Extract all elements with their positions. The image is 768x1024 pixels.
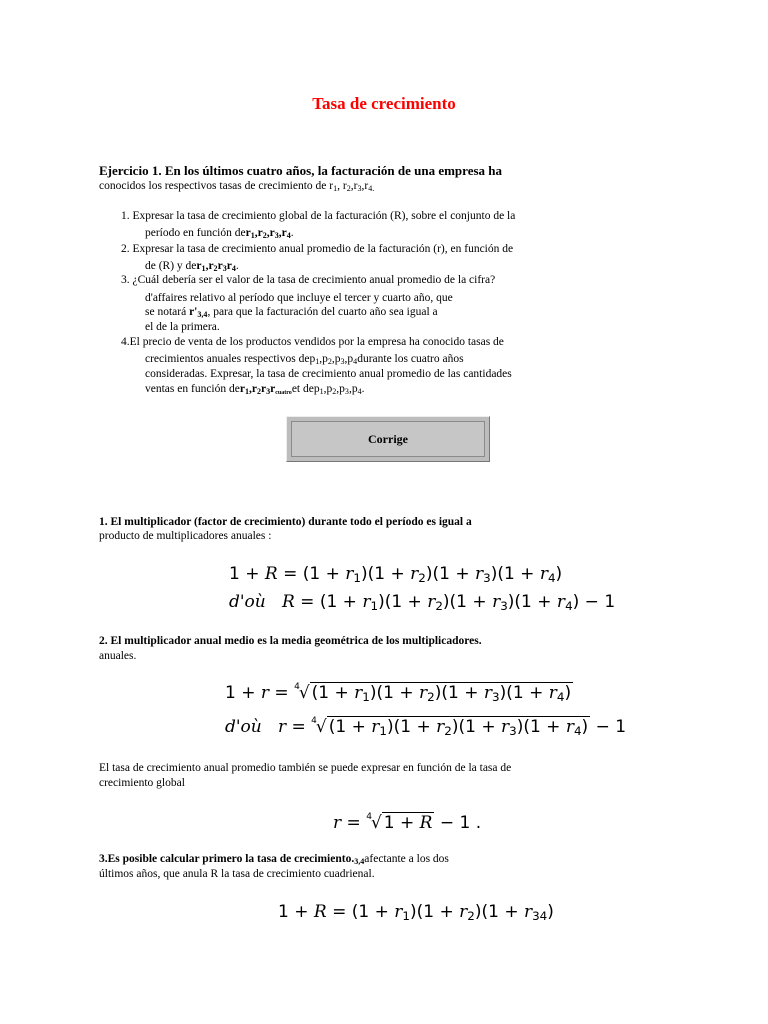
section-2-text-2: crecimiento global <box>99 777 185 789</box>
item-2-line-2: de (R) y $der_1,r_2r_3r_4$. <box>145 260 239 273</box>
item-3-line-4: el de la primera. <box>145 321 220 333</box>
item-1-line-1: 1. Expresar la tasa de crecimiento global de la facturación (R), sobre el conjunto de la <box>121 210 516 222</box>
section-3-heading: 3.Es posible calcular primero la tasa de $crecimiento._{3,4}afectante$ a los dos <box>99 853 449 866</box>
section-1-heading: 1. El multiplicador (factor de crecimiento) durante todo el período es igual a <box>99 516 472 528</box>
item-2-line-1: 2. Expresar la tasa de crecimiento anual promedio de la facturación (r), en función de <box>121 243 514 255</box>
section-1-sub: producto de multiplicadores anuales : <box>99 530 272 542</box>
section-2-heading: 2. El multiplicador anual medio es la media geométrica de los multiplicadores. <box>99 635 482 647</box>
formula-2a: 1 + r = $^4$√ $(1 + r_1)(1 + r_2)(1 + r_3)(1 + r_4)$ <box>225 682 572 704</box>
corrige-button[interactable]: Corrige <box>291 421 485 457</box>
item-3-line-3: se notará $r'_{3,4}$, para que la facturación del cuarto año sea igual a <box>145 306 438 319</box>
item-4-line-4: ventas en función $der_1,r_2r_3r_{cuatro}et$ $dep_1,p_2,p_3,p_4$. <box>145 383 365 396</box>
section-2-sub: anuales. <box>99 650 137 662</box>
formula-2b: d'où r = $^4$√ $(1 + r_1)(1 + r_2)(1 + r_3)(1 + r_4) - 1$ <box>225 716 627 738</box>
formula-2c: r = $^4$√ 1 + R − 1 . <box>333 812 482 833</box>
formula-3: $1 + R = (1 + r_1)(1 + r_2)(1 + r_{34})$ <box>278 902 554 923</box>
section-3-sub: últimos años, que anula R la tasa de crecimiento cuadrienal. <box>99 868 375 880</box>
corrige-button-frame <box>286 416 490 462</box>
item-4-line-3: consideradas. Expresar, la tasa de crecimiento anual promedio de las cantidades <box>145 368 512 380</box>
section-2-text-1: El tasa de crecimiento anual promedio también se puede expresar en función de la tasa de <box>99 762 512 774</box>
exercise-subline: conocidos los respectivos tasas de crecimiento de $r_1$, $r_2,r_3,r_{4.}$ <box>99 180 375 193</box>
formula-1a: $1 + R = (1 + r_1)(1 + r_2)(1 + r_3)(1 + r_4)$ <box>229 564 563 585</box>
formula-1b: d'où $R = (1 + r_1)(1 + r_2)(1 + r_3)(1 + r_4) - 1$ <box>229 592 616 613</box>
item-4-line-1: 4.El precio de venta de los productos vendidos por la empresa ha conocido tasas de <box>121 336 504 348</box>
item-3-line-2: d'affaires relativo al período que incluye el tercer y cuarto año, que <box>145 292 453 304</box>
item-4-line-2: crecimientos anuales respectivos $dep_1,p_2,p_3,p_4durante$ los cuatro años <box>145 353 464 366</box>
exercise-heading: Ejercicio 1. En los últimos cuatro años, la facturación de una empresa ha <box>99 163 502 178</box>
item-1-line-2: período en función $der_1,r_2,r_3,r_4$. <box>145 227 294 240</box>
page-title: Tasa de crecimiento <box>312 94 456 113</box>
item-3-line-1: 3. ¿Cuál debería ser el valor de la tasa de crecimiento anual promedio de la cifra? <box>121 274 496 286</box>
